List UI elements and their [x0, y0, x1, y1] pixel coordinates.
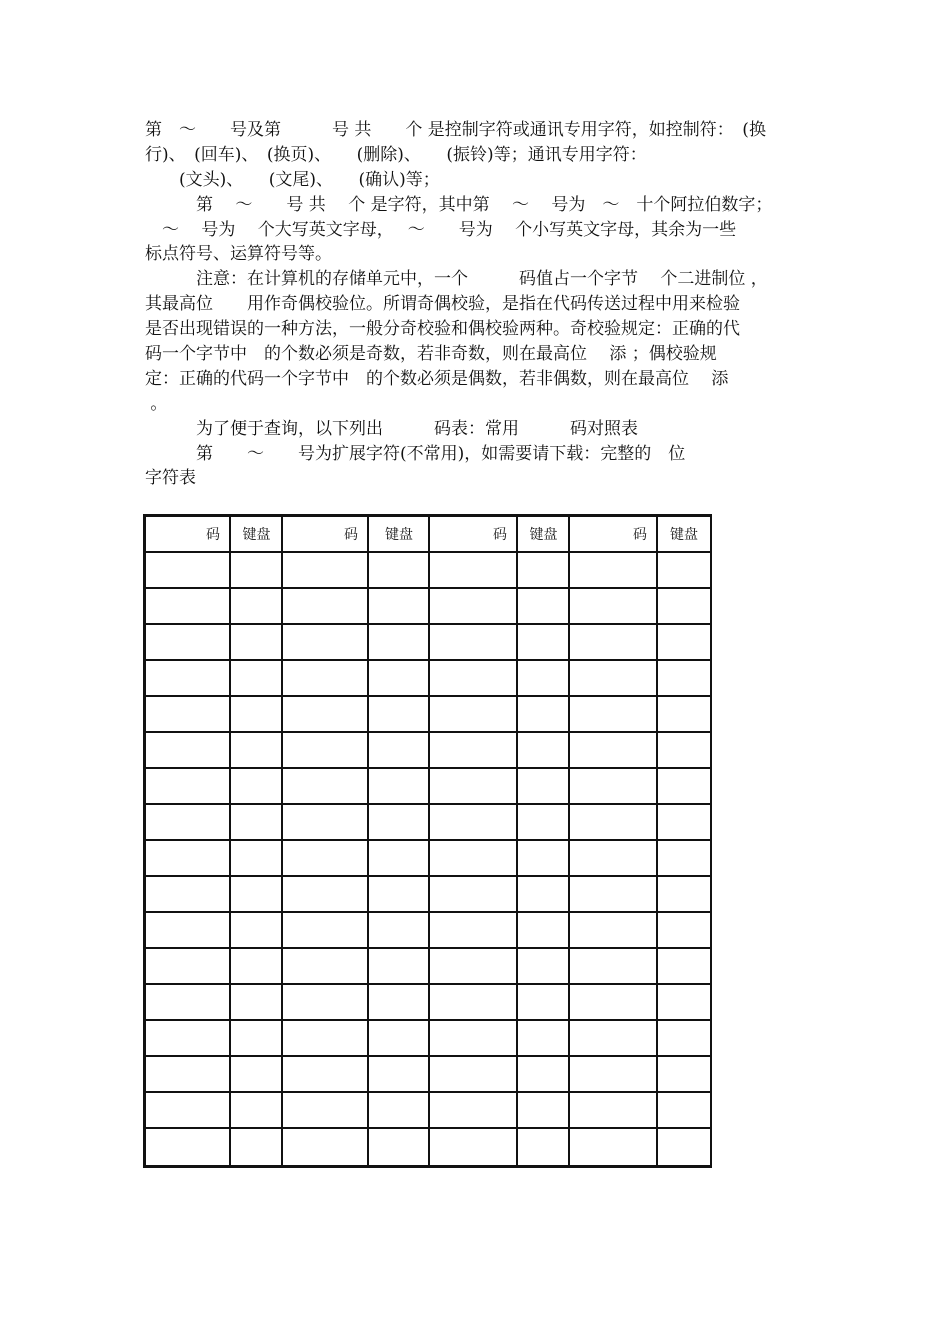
- keyboard-cell: [518, 697, 570, 733]
- header-keyboard: 键盘: [658, 517, 710, 553]
- header-code: 码: [430, 517, 518, 553]
- keyboard-cell: [369, 1129, 430, 1165]
- keyboard-cell: [518, 553, 570, 589]
- keyboard-cell: [231, 553, 283, 589]
- table-row: [146, 1129, 710, 1165]
- header-code: 码: [146, 517, 231, 553]
- keyboard-cell: [369, 733, 430, 769]
- code-cell: [430, 1093, 518, 1129]
- code-cell: [283, 1129, 369, 1165]
- code-cell: [430, 841, 518, 877]
- table-row: [146, 841, 710, 877]
- code-cell: [146, 1057, 231, 1093]
- paragraph-line: 第 ～ 号 共 个 是字符，其中第 ～ 号为 ～ 十个阿拉伯数字；: [145, 195, 773, 215]
- table-row: [146, 661, 710, 697]
- code-cell: [570, 949, 658, 985]
- table-row: [146, 553, 710, 589]
- keyboard-cell: [369, 877, 430, 913]
- table-row: [146, 1093, 710, 1129]
- code-cell: [430, 877, 518, 913]
- code-cell: [430, 985, 518, 1021]
- paragraph-line: 字符表: [145, 468, 196, 488]
- code-cell: [430, 733, 518, 769]
- keyboard-cell: [231, 1057, 283, 1093]
- code-cell: [430, 913, 518, 949]
- table-row: [146, 1021, 710, 1057]
- keyboard-cell: [658, 625, 710, 661]
- code-cell: [146, 913, 231, 949]
- code-cell: [283, 625, 369, 661]
- code-cell: [283, 1093, 369, 1129]
- keyboard-cell: [231, 949, 283, 985]
- code-cell: [283, 877, 369, 913]
- paragraph-line: 行)、 (回车)、 (换页)、 (删除)、 (振铃)等；通讯专用字符：: [145, 145, 647, 165]
- code-cell: [570, 769, 658, 805]
- keyboard-cell: [231, 661, 283, 697]
- keyboard-cell: [231, 625, 283, 661]
- code-cell: [570, 913, 658, 949]
- code-cell: [283, 697, 369, 733]
- keyboard-cell: [369, 1021, 430, 1057]
- paragraph-line: 标点符号、运算符号等。: [145, 244, 332, 264]
- code-cell: [570, 805, 658, 841]
- code-cell: [146, 877, 231, 913]
- keyboard-cell: [369, 913, 430, 949]
- table-row: [146, 625, 710, 661]
- keyboard-cell: [369, 985, 430, 1021]
- keyboard-cell: [231, 805, 283, 841]
- table-row: [146, 1057, 710, 1093]
- code-cell: [146, 985, 231, 1021]
- keyboard-cell: [369, 589, 430, 625]
- keyboard-cell: [231, 1093, 283, 1129]
- keyboard-cell: [231, 733, 283, 769]
- code-cell: [146, 661, 231, 697]
- paragraph-line: ～ 号为 个大写英文字母， ～ 号为 个小写英文字母，其余为一些: [145, 220, 737, 240]
- paragraph-line: 其最高位 用作奇偶校验位。所谓奇偶校验，是指在代码传送过程中用来检验: [145, 294, 740, 314]
- code-cell: [283, 661, 369, 697]
- keyboard-cell: [518, 589, 570, 625]
- keyboard-cell: [658, 589, 710, 625]
- table-row: [146, 805, 710, 841]
- keyboard-cell: [658, 697, 710, 733]
- keyboard-cell: [518, 949, 570, 985]
- paragraph-line: 注意：在计算机的存储单元中，一个 码值占一个字节 个二进制位 ，: [145, 269, 768, 289]
- keyboard-cell: [231, 697, 283, 733]
- keyboard-cell: [518, 877, 570, 913]
- keyboard-cell: [658, 1093, 710, 1129]
- table-row: [146, 769, 710, 805]
- keyboard-cell: [369, 769, 430, 805]
- code-cell: [146, 949, 231, 985]
- code-cell: [570, 841, 658, 877]
- keyboard-cell: [518, 733, 570, 769]
- paragraph-line: (文头)、 (文尾)、 (确认)等；: [145, 170, 440, 190]
- keyboard-cell: [658, 733, 710, 769]
- table-row: [146, 877, 710, 913]
- keyboard-cell: [518, 625, 570, 661]
- code-cell: [146, 1021, 231, 1057]
- keyboard-cell: [231, 985, 283, 1021]
- ascii-code-table: [143, 514, 712, 1168]
- keyboard-cell: [231, 1129, 283, 1165]
- keyboard-cell: [518, 1129, 570, 1165]
- keyboard-cell: [518, 661, 570, 697]
- code-cell: [430, 1057, 518, 1093]
- code-cell: [430, 697, 518, 733]
- code-cell: [283, 805, 369, 841]
- code-cell: [146, 589, 231, 625]
- keyboard-cell: [658, 841, 710, 877]
- paragraph-line: 定：正确的代码一个字节中 的个数必须是偶数，若非偶数，则在最高位 添: [145, 369, 729, 389]
- code-cell: [146, 625, 231, 661]
- code-cell: [146, 1129, 231, 1165]
- header-keyboard: 键盘: [518, 517, 570, 553]
- table-row: [146, 733, 710, 769]
- code-cell: [570, 625, 658, 661]
- keyboard-cell: [518, 1093, 570, 1129]
- code-cell: [570, 697, 658, 733]
- code-cell: [283, 553, 369, 589]
- code-cell: [570, 589, 658, 625]
- header-code: 码: [570, 517, 658, 553]
- code-cell: [570, 733, 658, 769]
- table-row: [146, 949, 710, 985]
- code-cell: [570, 1021, 658, 1057]
- code-cell: [146, 841, 231, 877]
- header-code: 码: [283, 517, 369, 553]
- keyboard-cell: [518, 805, 570, 841]
- keyboard-cell: [369, 697, 430, 733]
- keyboard-cell: [658, 805, 710, 841]
- keyboard-cell: [658, 1021, 710, 1057]
- code-cell: [430, 769, 518, 805]
- code-cell: [570, 553, 658, 589]
- table-row: [146, 589, 710, 625]
- code-cell: [283, 769, 369, 805]
- code-cell: [430, 1021, 518, 1057]
- keyboard-cell: [658, 985, 710, 1021]
- code-cell: [283, 949, 369, 985]
- keyboard-cell: [658, 913, 710, 949]
- code-cell: [283, 733, 369, 769]
- code-cell: [430, 553, 518, 589]
- table-row: [146, 697, 710, 733]
- header-keyboard: 键盘: [369, 517, 430, 553]
- code-cell: [146, 553, 231, 589]
- keyboard-cell: [231, 913, 283, 949]
- keyboard-cell: [369, 661, 430, 697]
- keyboard-cell: [658, 1057, 710, 1093]
- keyboard-cell: [369, 949, 430, 985]
- keyboard-cell: [369, 625, 430, 661]
- keyboard-cell: [369, 841, 430, 877]
- table-header-row: [146, 517, 710, 553]
- paragraph-line: 码一个字节中 的个数必须是奇数，若非奇数，则在最高位 添 ；偶校验规: [145, 344, 717, 364]
- keyboard-cell: [369, 1093, 430, 1129]
- code-cell: [430, 661, 518, 697]
- paragraph-line: 第 ～ 号为扩展字符(不常用)，如需要请下载：完整的 位: [145, 444, 686, 464]
- code-cell: [570, 661, 658, 697]
- keyboard-cell: [518, 769, 570, 805]
- code-cell: [283, 1021, 369, 1057]
- keyboard-cell: [518, 985, 570, 1021]
- keyboard-cell: [658, 553, 710, 589]
- keyboard-cell: [231, 1021, 283, 1057]
- header-keyboard: 键盘: [231, 517, 283, 553]
- code-cell: [283, 913, 369, 949]
- code-cell: [570, 1093, 658, 1129]
- keyboard-cell: [518, 1057, 570, 1093]
- table-row: [146, 985, 710, 1021]
- code-cell: [283, 1057, 369, 1093]
- keyboard-cell: [658, 877, 710, 913]
- keyboard-cell: [231, 589, 283, 625]
- code-cell: [146, 733, 231, 769]
- keyboard-cell: [369, 1057, 430, 1093]
- keyboard-cell: [658, 949, 710, 985]
- keyboard-cell: [369, 553, 430, 589]
- code-cell: [146, 769, 231, 805]
- code-cell: [430, 949, 518, 985]
- code-cell: [146, 805, 231, 841]
- code-cell: [146, 1093, 231, 1129]
- code-cell: [430, 1129, 518, 1165]
- keyboard-cell: [658, 769, 710, 805]
- code-cell: [146, 697, 231, 733]
- paragraph-line: 为了便于查询，以下列出 码表：常用 码对照表: [145, 419, 638, 439]
- code-cell: [430, 625, 518, 661]
- code-cell: [570, 1057, 658, 1093]
- keyboard-cell: [518, 1021, 570, 1057]
- paragraph-line: 是否出现错误的一种方法，一般分奇校验和偶校验两种。奇校验规定：正确的代: [145, 319, 740, 339]
- paragraph-line: 。: [145, 394, 168, 414]
- code-cell: [283, 985, 369, 1021]
- keyboard-cell: [658, 661, 710, 697]
- code-cell: [570, 1129, 658, 1165]
- code-cell: [283, 589, 369, 625]
- keyboard-cell: [231, 841, 283, 877]
- code-cell: [283, 841, 369, 877]
- code-cell: [430, 805, 518, 841]
- keyboard-cell: [658, 1129, 710, 1165]
- code-cell: [570, 877, 658, 913]
- keyboard-cell: [231, 769, 283, 805]
- keyboard-cell: [231, 877, 283, 913]
- keyboard-cell: [518, 841, 570, 877]
- paragraph-line: 第 ～ 号及第 号 共 个 是控制字符或通讯专用字符，如控制符： (换: [145, 120, 766, 140]
- code-cell: [430, 589, 518, 625]
- keyboard-cell: [369, 805, 430, 841]
- code-cell: [570, 985, 658, 1021]
- table-row: [146, 913, 710, 949]
- keyboard-cell: [518, 913, 570, 949]
